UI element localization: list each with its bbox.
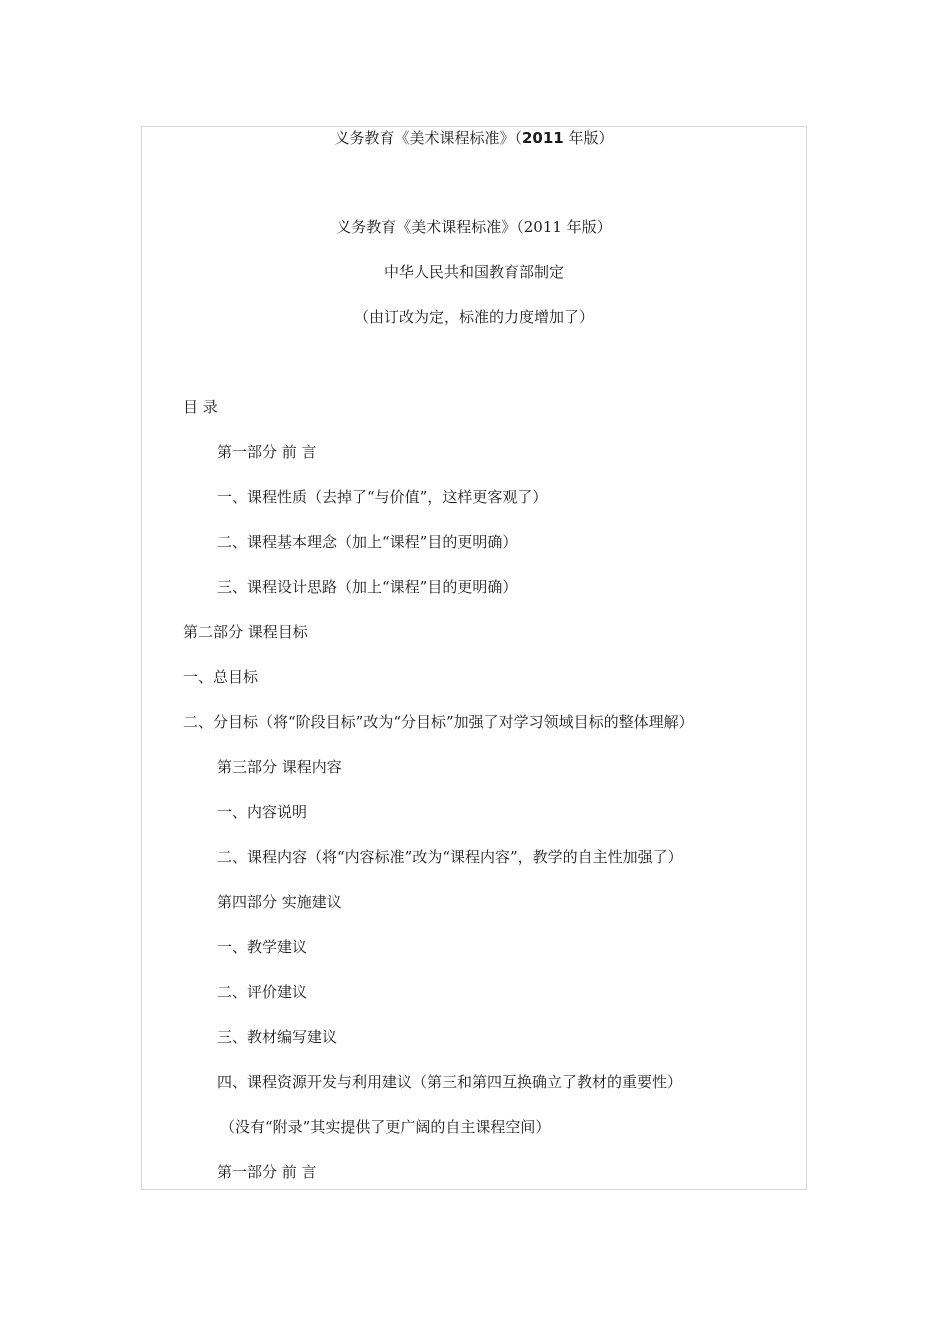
toc-item: 三、教材编写建议 (217, 1028, 338, 1046)
toc-item: 第一部分 前 言 (217, 1163, 317, 1181)
toc-item: 第三部分 课程内容 (217, 758, 342, 776)
toc-item: 二、课程基本理念（加上“课程”目的更明确） (217, 533, 518, 551)
document-title (141, 128, 807, 148)
toc-item: 二、分目标（将“阶段目标”改为“分目标”加强了对学习领域目标的整体理解） (183, 713, 694, 731)
toc-item: 第一部分 前 言 (217, 443, 317, 461)
toc-item: 一、课程性质（去掉了“与价值”，这样更客观了） (217, 488, 548, 506)
revision-note: （由订改为定，标准的力度增加了） (353, 308, 594, 326)
issuer-line: 中华人民共和国教育部制定 (383, 263, 564, 281)
document-title-prefix: 义务教育《美术课程标准》（ (334, 129, 522, 147)
toc-heading: 目 录 (183, 398, 218, 416)
document-title-suffix: 年版） (563, 129, 614, 147)
toc-item: 二、课程内容（将“内容标准”改为“课程内容”，教学的自主性加强了） (217, 848, 683, 866)
toc-item: 一、教学建议 (217, 938, 308, 956)
toc-item: 四、课程资源开发与利用建议（第三和第四互换确立了教材的重要性） (217, 1073, 683, 1091)
toc-item: 一、总目标 (183, 668, 259, 686)
toc-item: 二、评价建议 (217, 983, 308, 1001)
document-title-year: 2011 (521, 129, 564, 147)
toc-item: 一、内容说明 (217, 803, 308, 821)
toc-item: （没有“附录”其实提供了更广阔的自主课程空间） (220, 1118, 551, 1136)
toc-item: 第二部分 课程目标 (183, 623, 308, 641)
toc-item: 第四部分 实施建议 (217, 893, 342, 911)
document-subtitle: 义务教育《美术课程标准》（2011 年版） (336, 218, 612, 236)
toc-item: 三、课程设计思路（加上“课程”目的更明确） (217, 578, 518, 596)
